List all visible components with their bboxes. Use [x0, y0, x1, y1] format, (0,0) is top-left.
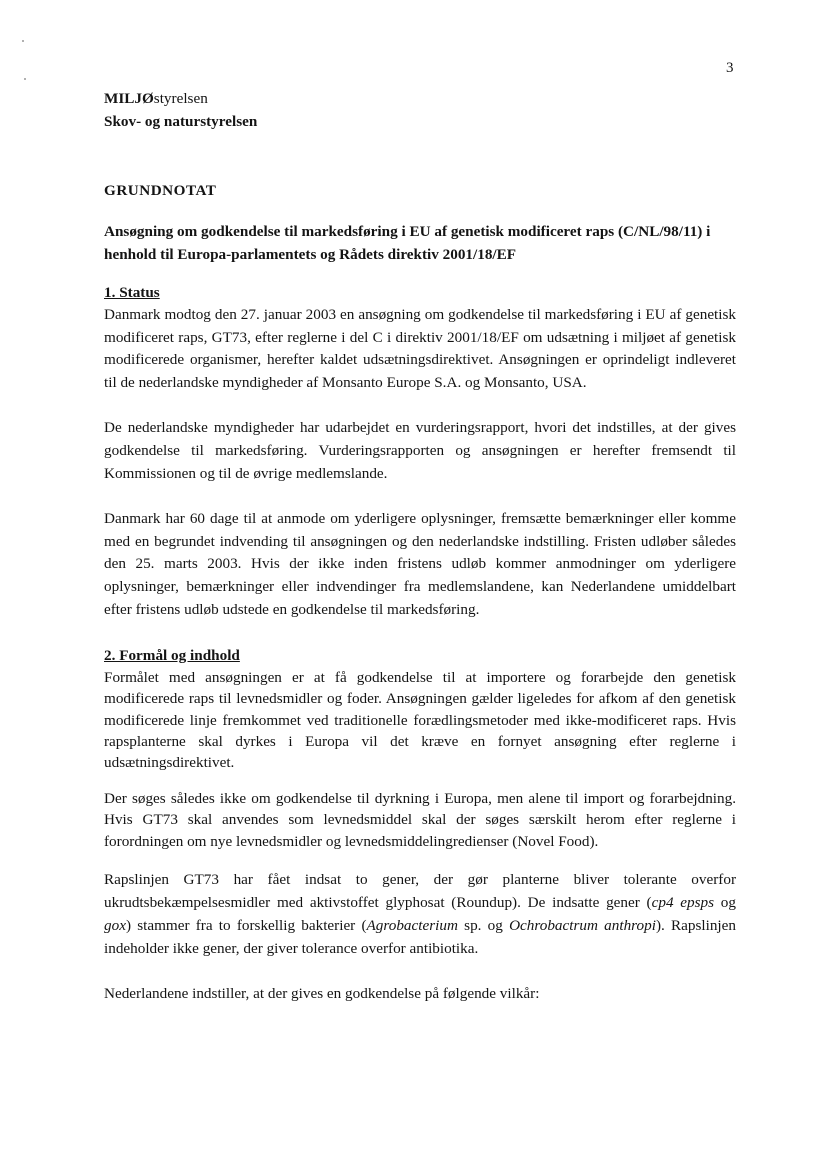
- text-run: Rapslinjen GT73 har fået indsat to gener, der gør planterne bliver tolerante overfor ukrudtsbekæmpelsesmidler med aktivstoffet glyphosat (Roundup). De indsatte gener (: [104, 870, 736, 911]
- species-name: Ochrobactrum anthropi: [509, 916, 656, 934]
- section-heading: 1. Status: [104, 284, 160, 301]
- text-run: ) stammer fra to forskellig bakterier (: [125, 916, 367, 934]
- section-status: [104, 282, 736, 621]
- letterhead-org-primary: [104, 87, 736, 110]
- section-heading: 2. Formål og indhold: [104, 647, 240, 665]
- paragraph-closing: Nederlandene indstiller, at der gives en godkendelse på følgende vilkår:: [104, 984, 540, 1002]
- letterhead-org-secondary: Skov- og naturstyrelsen: [104, 113, 258, 130]
- scan-speck: [24, 78, 26, 80]
- document-body: [104, 87, 736, 1005]
- section-genes: [104, 868, 736, 1005]
- paragraph: De nederlandske myndigheder har udarbejdet en vurderingsrapport, hvori det indstilles, at der gives godkendelse til markedsføring. Vurderingsrapporten og ansøgningen er herefter fremsendt til Kommissionen og til de øvrige medlemslande.: [104, 419, 736, 482]
- gene-name: cp4 epsps: [651, 893, 715, 911]
- letterhead-org-prefix: MILJØ: [104, 90, 154, 107]
- gene-name: gox: [104, 916, 126, 934]
- paragraph: Danmark modtog den 27. januar 2003 en ansøgning om godkendelse til markedsføring i EU af genetisk modificeret raps, GT73, efter reglerne i del C i direktiv 2001/18/EF om udsætning i miljøet af genetisk modificerede organismer, herefter kaldet udsætningsdirektivet. Ansøgningen er oprindeligt indleveret til de nederlandske myndigheder af Monsanto Europe S.A. og Monsanto, USA.: [104, 306, 736, 391]
- scan-speck: [22, 40, 24, 42]
- letterhead-org-suffix: styrelsen: [153, 90, 208, 107]
- species-name: Agrobacterium: [366, 916, 458, 934]
- document-title: Ansøgning om godkendelse til markedsføring i EU af genetisk modificeret raps (C/NL/98/11) i henhold til Europa-parlamentets og Rådets direktiv 2001/18/EF: [104, 223, 711, 263]
- paragraph: Der søges således ikke om godkendelse til dyrkning i Europa, men alene til import og forarbejdning. Hvis GT73 skal anvendes som levnedsmiddel skal der søges særskilt herom efter reglerne i forordningen om nye levnedsmidler og levnedsmiddelingredienser (Novel Food).: [104, 790, 736, 850]
- text-run: ). Rapslinjen indeholder ikke gener, der giver tolerance overfor antibiotika.: [104, 916, 736, 957]
- letterhead: [104, 87, 736, 133]
- paragraph: Formålet med ansøgningen er at få godkendelse til at importere og forarbejde den genetisk modificerede raps til levnedsmidler og foder. Ansøgningen gælder ligeledes for afkom af den genetisk modificerede linje fremkommet ved traditionelle forædlingsmetoder med ikke-modificeret raps. Hvis rapsplanterne skal dyrkes i Europa vil det kræve en fornyet ansøgning efter reglerne i udsætningsdirektivet.: [104, 669, 736, 771]
- text-run: og: [714, 893, 736, 911]
- paragraph-genes: [104, 868, 736, 960]
- paragraph: Danmark har 60 dage til at anmode om yderligere oplysninger, fremsætte bemærkninger eller komme med en begrundet indvending til ansøgningen og den nederlandske indstilling. Fristen udløber således den 25. marts 2003. Hvis der ikke inden fristens udløb kommer anmodninger om yderligere oplysninger, bemærkninger eller indvendinger fra medlemslandene, kan Nederlandene umiddelbart efter fristens udløb udstede en godkendelse til markedsføring.: [104, 510, 736, 618]
- page-number: 3: [726, 60, 734, 76]
- text-run: sp. og: [457, 916, 510, 934]
- document-type: GRUNDNOTAT: [104, 182, 217, 199]
- section-purpose: [104, 645, 736, 852]
